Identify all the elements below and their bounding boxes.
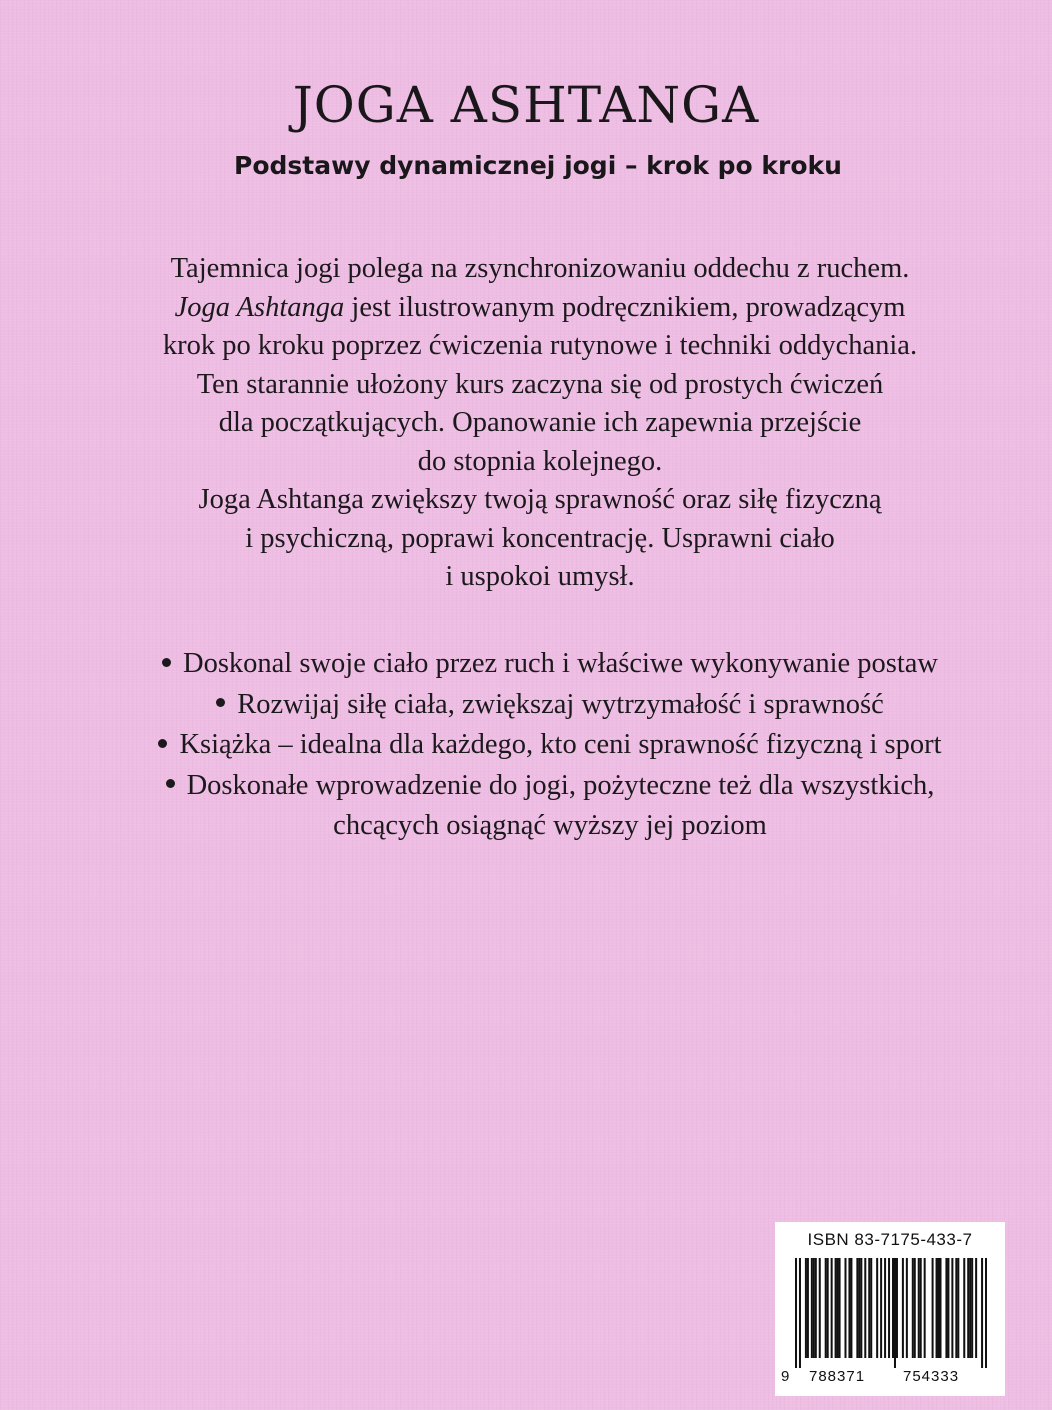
barcode-bar [880, 1258, 882, 1358]
isbn-label: ISBN 83-7175-433-7 [807, 1230, 973, 1249]
barcode-bar [870, 1258, 872, 1358]
barcode-bar [827, 1258, 829, 1358]
barcode-bar [868, 1258, 870, 1358]
barcode-bar [936, 1258, 938, 1358]
feature-text: Książka – idealna dla każdego, kto ceni sprawność fizyczną i sport [179, 729, 942, 760]
barcode-bar [805, 1258, 807, 1358]
isbn-barcode-box [775, 1222, 1005, 1396]
book-title: JOGA ASHTANGA [292, 76, 760, 134]
feature-list-item [60, 766, 1040, 807]
barcode-digits-right: 754333 [903, 1368, 960, 1385]
barcode-bar [848, 1258, 850, 1358]
barcode-bar [912, 1258, 914, 1358]
description-line: Joga Ashtanga zwiększy twoją sprawność oraz siłę fizyczną [198, 484, 882, 515]
barcode-bar [888, 1258, 890, 1358]
description-italic-title: Joga Ashtanga [174, 291, 345, 323]
barcode-bar [957, 1258, 959, 1358]
barcode-bar [945, 1258, 947, 1358]
barcode-bar [835, 1258, 837, 1358]
barcode-bar [844, 1258, 846, 1358]
description-line: Tajemnica jogi polega na zsynchronizowaniu oddechu z ruchem. [170, 253, 910, 284]
barcode-bar [799, 1258, 801, 1368]
barcode-bar [864, 1258, 866, 1358]
description-line: do stopnia kolejnego. [417, 445, 663, 477]
feature-text: Doskonałe wprowadzenie do jogi, pożyteczne też dla wszystkich, [186, 769, 935, 801]
barcode-bar [902, 1258, 904, 1358]
bullet-icon [166, 779, 175, 788]
bullet-icon [162, 658, 171, 667]
barcode-bar [971, 1258, 973, 1358]
barcode-bar [967, 1258, 969, 1358]
barcode-bar [914, 1258, 916, 1358]
barcode-bar [811, 1258, 813, 1358]
barcode-bar [795, 1258, 797, 1368]
feature-text: Doskonal swoje ciało przez ruch i właściwe wykonywanie postaw [182, 648, 939, 679]
barcode-bar [850, 1258, 852, 1358]
barcode-bar [837, 1258, 839, 1358]
barcode-digit-first: 9 [781, 1368, 790, 1385]
barcode-bar [939, 1258, 941, 1358]
barcode-bar [807, 1258, 809, 1358]
barcode-digits-left: 788371 [809, 1368, 866, 1385]
barcode-bar [955, 1258, 957, 1358]
barcode-bar [975, 1258, 977, 1358]
bullet-icon [216, 698, 225, 707]
barcode-bar [876, 1258, 878, 1358]
barcode-bar [951, 1258, 953, 1358]
barcode-icon [795, 1258, 987, 1368]
barcode-bar [831, 1258, 833, 1358]
barcode-bar [813, 1258, 815, 1358]
barcode-bar [947, 1258, 949, 1358]
barcode-bar [819, 1258, 821, 1358]
barcode-bar [920, 1258, 922, 1358]
description-line: dla początkujących. Opanowanie ich zapewnia przejście [218, 407, 862, 438]
barcode-bar [858, 1258, 860, 1358]
barcode-bar [860, 1258, 862, 1358]
description-line: i uspokoi umysł. [445, 561, 635, 592]
feature-list-continuation: chcących osiągnąć wyższy jej poziom [333, 810, 767, 841]
barcode-bar [918, 1258, 920, 1358]
barcode-bar [894, 1258, 896, 1368]
description-line: krok po kroku poprzez ćwiczenia rutynowe i techniki oddychania. [162, 330, 918, 361]
barcode-digits [775, 1368, 1005, 1388]
barcode-bar [924, 1258, 926, 1358]
barcode-bar [963, 1258, 965, 1358]
barcode-bar [932, 1258, 934, 1358]
book-subtitle: Podstawy dynamicznej jogi – krok po kroku [234, 151, 842, 180]
barcode-bar [985, 1258, 987, 1368]
feature-list-item [60, 685, 1040, 726]
barcode-bar [892, 1258, 894, 1358]
feature-text: Rozwijaj siłę ciała, zwiększaj wytrzymałość i sprawność [237, 688, 884, 720]
feature-list [60, 644, 1040, 847]
barcode-bar [969, 1258, 971, 1358]
barcode-bar [825, 1258, 827, 1358]
description-line [60, 289, 1020, 328]
description-line: Ten starannie ułożony kurs zaczyna się od prostych ćwiczeń [196, 368, 884, 400]
barcode-bar [856, 1258, 858, 1358]
description-line: i psychiczną, poprawi koncentrację. Usprawni ciało [245, 522, 835, 554]
book-description [60, 250, 1020, 597]
barcode-bar [906, 1258, 908, 1358]
feature-list-item [60, 644, 1040, 685]
barcode-bar [981, 1258, 983, 1368]
barcode-bar [896, 1258, 898, 1358]
barcode-bar [884, 1258, 886, 1358]
feature-list-item [60, 725, 1040, 766]
bullet-icon [158, 739, 167, 748]
description-line-rest: jest ilustrowanym podręcznikiem, prowadzącym [344, 291, 906, 323]
barcode-bar [839, 1258, 841, 1358]
barcode-bar [938, 1258, 940, 1358]
barcode-bar [815, 1258, 817, 1358]
